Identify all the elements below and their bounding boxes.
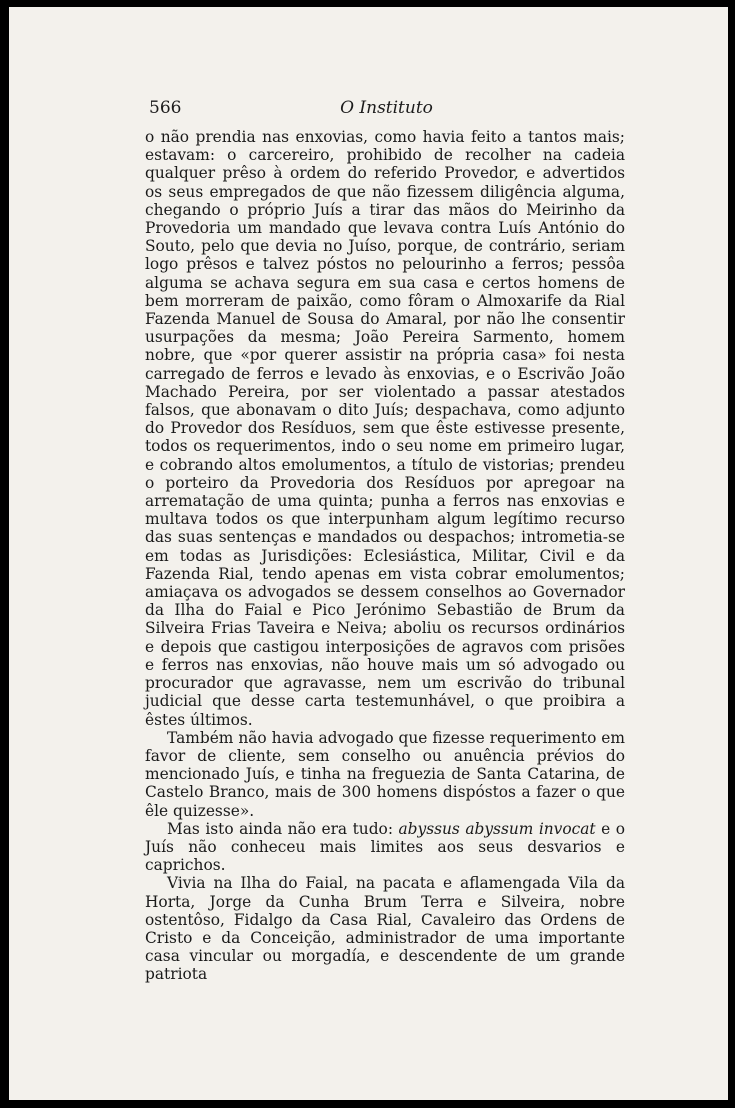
paragraph-1: o não prendia nas enxovias, como havia feito a tantos mais; estavam: o carcereiro, prohibido de recolher na cadeia qualquer prêso à ordem do referido Provedor, e advertidos os seus empregados de que não fizessem diligência alguma, chegando o próprio Juís a tirar das mãos do Meirinho da Provedoria um mandado que levava contra Luís António do Souto, pelo que devia no Juíso, porque, de contrário, seriam logo prêsos e talvez póstos no pelourinho a ferros; pessôa alguma se achava segura em sua casa e certos homens de bem morreram de paixão, como fôram o Almoxarife da Rial Fazenda Manuel de Sousa do Amaral, por não lhe consentir usurpações da mesma; João Pereira Sarmento, homem nobre, que «por querer assistir na própria casa» foi nesta carregado de ferros e levado às enxovias, e o Escrivão João Machado Pereira, por ser violentado a passar atestados falsos, que abonavam o dito Juís; despachava, como adjunto do Provedor dos Resíduos, sem que êste estivesse presente, todos os requerimentos, indo o seu nome em primeiro lugar, e cobrando altos emolumentos, a título de vistorias; prendeu o porteiro da Provedoria dos Resíduos por apregoar na arrematação de uma quinta; punha a ferros nas enxovias e multava todos os que interpunham algum legítimo recurso das suas sentenças e mandados ou despachos; intrometia-se em todas as Jurisdições: Eclesiástica, Militar, Civil e da Fazenda Rial, tendo apenas em vista cobrar emolumentos; amiaçava os advogados se dessem conselhos ao Governador da Ilha do Faial e Pico Jerónimo Sebastião de Brum da Silveira Frias Taveira e Neiva; aboliu os recursos ordinários e depois que castigou interposições de agravos com prisões e ferros nas enxovias, não houve mais um só advogado ou procurador que agravasse, nem um escrivão do tribunal judicial que desse carta testemunhável, o que proibira a êstes últimos. bbox=[145, 128, 625, 729]
body-text bbox=[145, 128, 625, 984]
paragraph-3-tail: e o Juís não conheceu mais limites aos seus desvarios e caprichos. bbox=[145, 819, 625, 875]
running-title: O Instituto bbox=[340, 98, 433, 118]
page-number: 566 bbox=[149, 98, 182, 118]
paragraph-2: Também não havia advogado que fizesse requerimento em favor de cliente, sem conselho ou anuência prévios do mencionado Juís, e tinha na freguezia de Santa Catarina, de Castelo Branco, mais de 300 homens dispóstos a fazer o que êle quizesse». bbox=[145, 728, 625, 820]
paragraph-3-lead: Mas isto ainda não era tudo: bbox=[167, 819, 399, 838]
book-page bbox=[9, 7, 728, 1100]
paragraph-3 bbox=[145, 820, 625, 875]
paragraph-4: Vivia na Ilha do Faial, na pacata e aflamengada Vila da Horta, Jorge da Cunha Brum Terra e Silveira, nobre ostentôso, Fidalgo da Casa Rial, Cavaleiro das Ordens de Cristo e da Conceição, administrador de uma importante casa vincular ou morgadía, e descendente de um grande patriota bbox=[145, 874, 625, 984]
latin-quote: abyssus abyssum invocat bbox=[398, 819, 596, 838]
page-header bbox=[149, 98, 624, 120]
